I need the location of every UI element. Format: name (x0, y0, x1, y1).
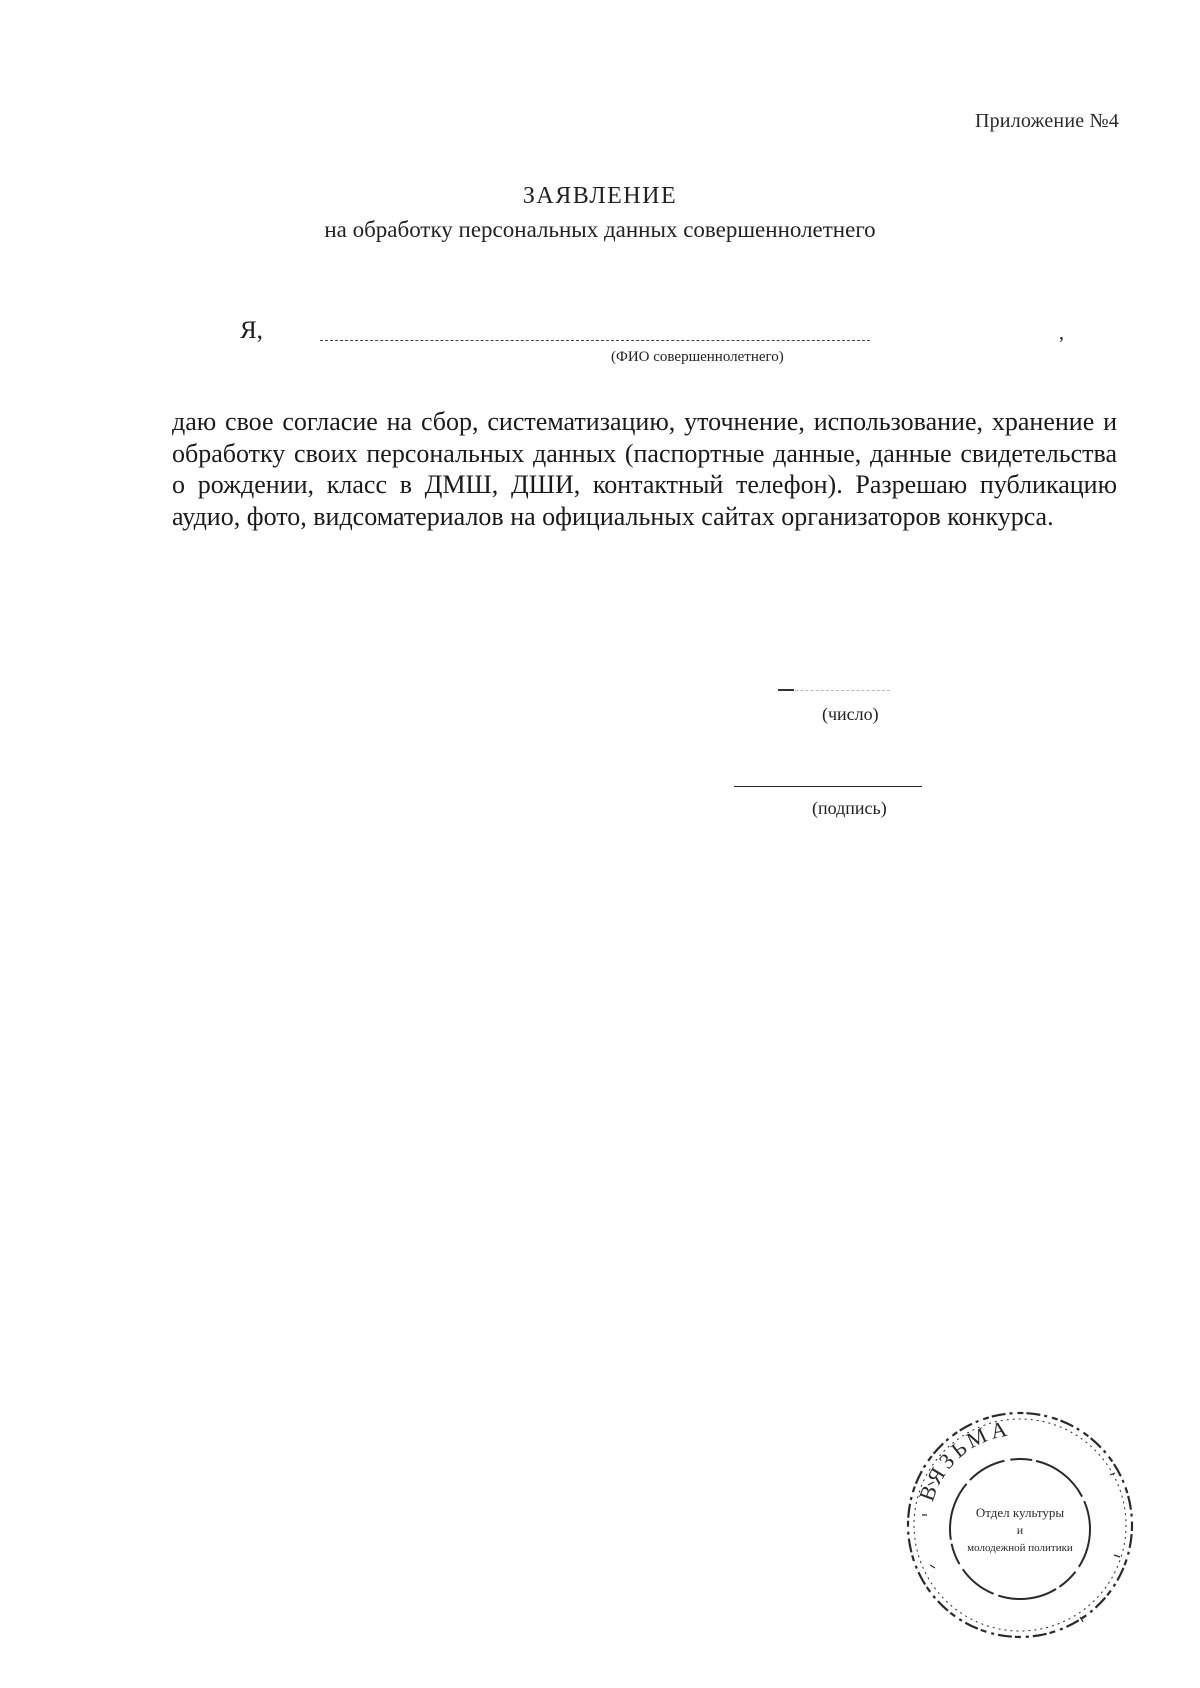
official-stamp (900, 1405, 1140, 1645)
signature-fill-line[interactable] (734, 786, 922, 787)
stamp-outer-text: ВЯЗЬМА (913, 1415, 1013, 1505)
fio-fill-line[interactable] (320, 340, 870, 341)
document-subtitle: на обработку персональных данных совершеннолетнего (324, 217, 876, 242)
stamp-inner-line-1: Отдел культуры (975, 1505, 1065, 1520)
signature-caption: (подпись) (812, 798, 887, 818)
date-dash-mark (778, 689, 794, 691)
stamp-inner-line-3: молодежной политики (967, 1542, 1073, 1554)
annex-label: Приложение №4 (974, 110, 1119, 132)
fio-caption: (ФИО совершеннолетнего) (611, 349, 784, 365)
fio-prefix: Я, (240, 317, 263, 344)
stamp-inner-line-2: и (1016, 1523, 1024, 1537)
document-title: ЗАЯВЛЕНИЕ (522, 183, 678, 209)
fio-comma: , (1059, 322, 1064, 344)
date-fill-line[interactable] (780, 690, 890, 691)
consent-paragraph: даю свое согласие на сбор, систематизацию, уточнение, использование, хранение и обработку своих персональных данных (паспортные данные, данные свидетельства о рождении, класс в ДМШ, ДШИ, контактный телефон). Разрешаю публикацию аудио, фото, видсоматериалов на официальных сайтах организаторов конкурса. (172, 407, 1117, 531)
date-caption: (число) (822, 704, 879, 724)
